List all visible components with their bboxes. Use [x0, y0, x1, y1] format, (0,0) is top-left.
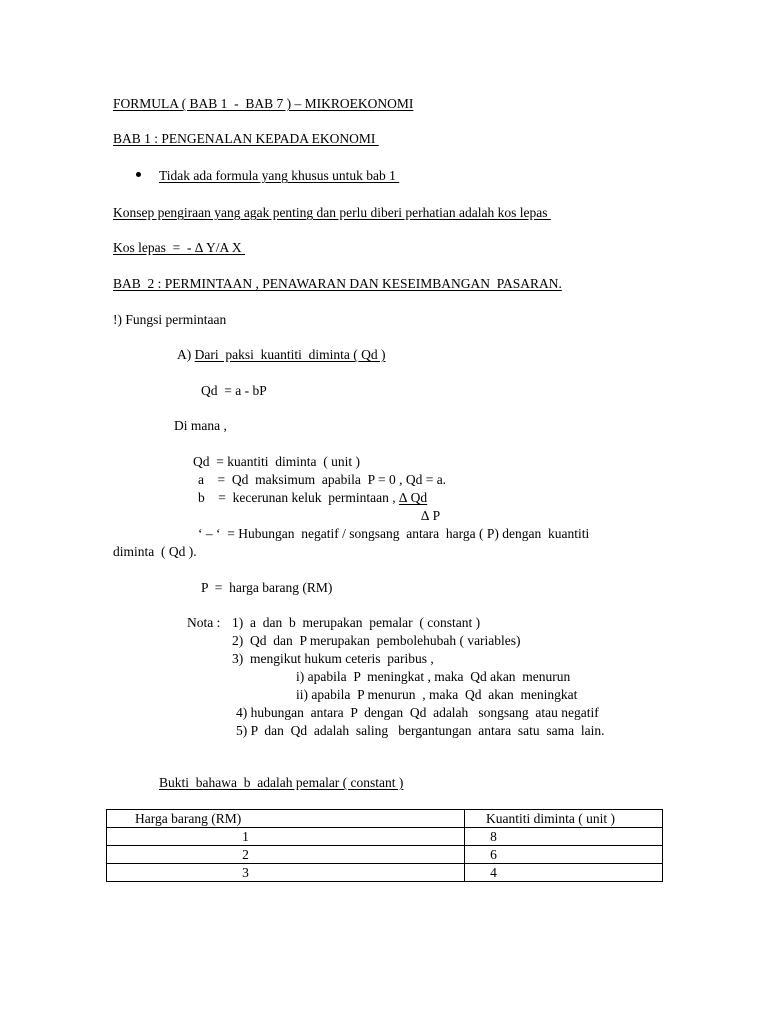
definition-b: [198, 490, 427, 506]
nota-label: Nota :: [187, 615, 221, 630]
table-cell-kuantiti: 8: [465, 828, 663, 846]
bab1-heading: BAB 1 : PENGENALAN KEPADA EKONOMI: [113, 131, 379, 146]
nota-item: 5) P dan Qd adalah saling bergantungan antara satu sama lain.: [236, 723, 605, 738]
bab1-formula: Kos lepas = - ∆ Y/A X: [113, 240, 245, 255]
table-cell-harga: 2: [107, 846, 465, 864]
table-cell-kuantiti: 6: [465, 846, 663, 864]
nota-item: 2) Qd dan P merupakan pembolehubah ( variables): [232, 633, 521, 648]
di-mana-label: Di mana ,: [174, 418, 227, 433]
nota-subitem: ii) apabila P menurun , maka Qd akan meningkat: [296, 687, 578, 702]
bukti-heading: Bukti bahawa b adalah pemalar ( constant ): [159, 775, 404, 790]
nota-item: 3) mengikut hukum ceteris paribus ,: [232, 651, 434, 666]
definition-b-denominator: ∆ P: [421, 508, 441, 523]
subsection-a-prefix: A): [177, 347, 195, 362]
definition-p: P = harga barang (RM): [201, 580, 333, 595]
nota-item: 1) a dan b merupakan pemalar ( constant ): [232, 615, 481, 630]
negative-relation-line1: ‘ – ‘ = Hubungan negatif / songsang antara harga ( P) dengan kuantiti: [198, 526, 590, 541]
bullet-dot-icon: [136, 172, 141, 177]
definition-b-numerator: ∆ Qd: [399, 490, 428, 505]
bab1-bullet-text: Tidak ada formula yang khusus untuk bab 1: [159, 168, 400, 183]
table-cell-harga: 1: [107, 828, 465, 846]
bab1-konsep: Konsep pengiraan yang agak penting dan perlu diberi perhatian adalah kos lepas: [113, 205, 551, 220]
nota-subitem: i) apabila P meningkat , maka Qd akan menurun: [296, 669, 571, 684]
document-title: FORMULA ( BAB 1 - BAB 7 ) – MIKROEKONOMI: [113, 96, 414, 111]
demand-table: [106, 809, 663, 882]
demand-equation: Qd = a - bP: [201, 383, 267, 398]
table-cell-kuantiti: 4: [465, 864, 663, 882]
definition-a: a = Qd maksimum apabila P = 0 , Qd = a.: [198, 472, 447, 487]
definition-qd: Qd = kuantiti diminta ( unit ): [193, 454, 360, 469]
table-header-kuantiti: Kuantiti diminta ( unit ): [465, 810, 663, 828]
negative-relation-line2: diminta ( Qd ).: [113, 544, 197, 559]
subsection-a-title: Dari paksi kuantiti diminta ( Qd ): [194, 347, 386, 362]
table-row: [107, 864, 663, 882]
table-header-harga: Harga barang (RM): [107, 810, 465, 828]
table-cell-harga: 3: [107, 864, 465, 882]
section-fungsi-permintaan: !) Fungsi permintaan: [113, 312, 227, 327]
bab2-heading: BAB 2 : PERMINTAAN , PENAWARAN DAN KESEIMBANGAN PASARAN.: [113, 276, 562, 291]
nota-item: 4) hubungan antara P dengan Qd adalah songsang atau negatif: [236, 705, 599, 720]
table-row: [107, 846, 663, 864]
subsection-a: [177, 347, 385, 363]
definition-b-text: b = kecerunan keluk permintaan ,: [198, 490, 400, 505]
table-header-row: [107, 810, 663, 828]
table-row: [107, 828, 663, 846]
